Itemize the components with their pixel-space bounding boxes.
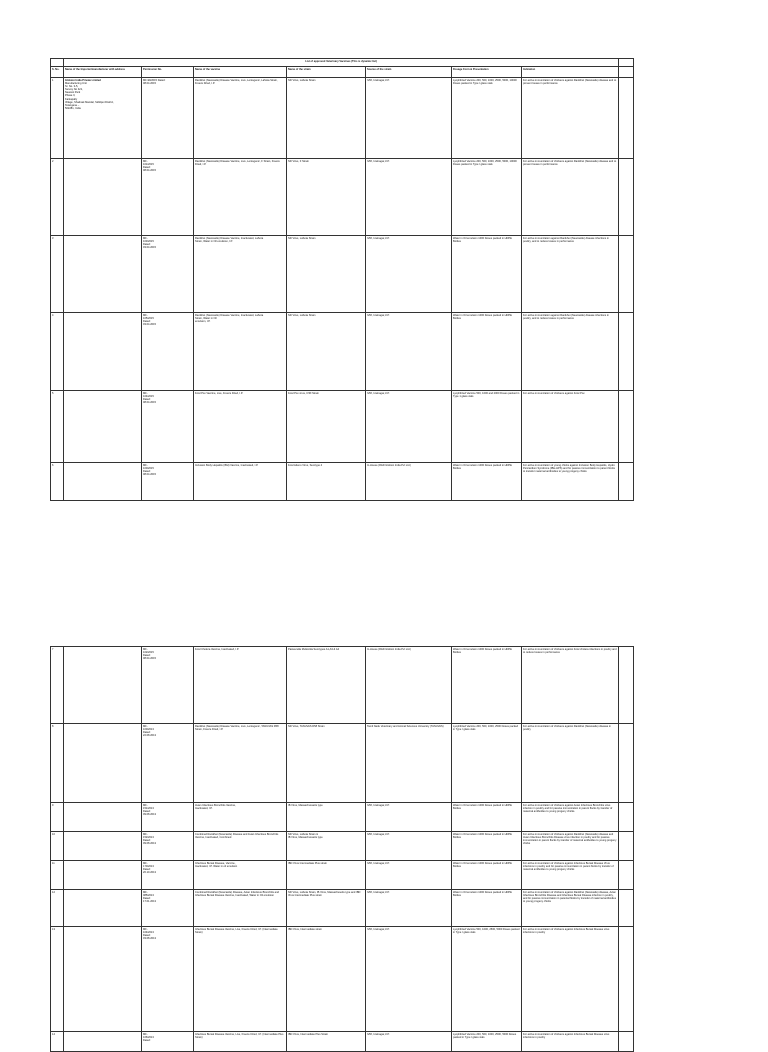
strain-cell: IBD Virus, Intermediate strain xyxy=(287,927,366,1032)
permission-cell: MF- 103/2015 Dated: 03.04.2015 xyxy=(142,236,194,313)
header-blank xyxy=(619,67,634,78)
strain-cell: IBD Virus Intermediate Plus strain xyxy=(287,861,366,890)
header-row xyxy=(51,67,634,78)
dosage-cell: Water in Oil emulsion 1000 Doses packed in HDPE Bottles xyxy=(452,236,522,313)
header-vaccine: Name of the vaccine xyxy=(194,67,287,78)
vaccine-cell: Combined Ranikhet (Newcastle) Disease and Avian Infectious Bronchitis Vaccine, Inactivated, Combined xyxy=(194,832,287,861)
table-row xyxy=(51,647,634,724)
permission-cell: MF- 166/2013 Dated: xyxy=(142,1032,194,1052)
vaccine-cell: Infectious Bursal Disease, Vaccine, Inactivated, I.P. Water in oil emulsion xyxy=(194,861,287,890)
permission-cell: MF- 101/2015 Dated: 08.04.2015 xyxy=(142,159,194,236)
dosage-cell: Water in Oil emulsion 1000 Doses packed in HDPE Bottles xyxy=(452,890,522,927)
vaccine-cell: Infectious Bursal Disease Vaccine, Live, Freeze Dried, I.P. (Intermediate Strain) xyxy=(194,927,287,1032)
blank-cell xyxy=(619,832,634,861)
header-dosage: Dosage Form & Presentation xyxy=(452,67,522,78)
source-cell: IVRI, Izatnagar,U.P. xyxy=(366,313,452,391)
vaccine-cell: Avian Infectious Bronchitis Vaccine, Inactivated, I.P. xyxy=(194,803,287,832)
sno-cell: 5 xyxy=(51,391,64,463)
table-row xyxy=(51,1032,634,1052)
sno-cell: 6 xyxy=(51,463,64,501)
table-row xyxy=(51,463,634,501)
indication-cell: For active immunization against Ranikhet (Newcastle) disease infections in poultry, and to reduce losses in performance xyxy=(522,313,619,391)
blank-cell xyxy=(619,313,634,391)
strain-cell: ND Virus, LaSota Strain, IB Virus, Massachusetts type and IBD Virus Intermediate Plus strain xyxy=(287,890,366,927)
vaccine-cell: Infectious Bursal Disease Vaccine, Live, Freeze Dried, I.P. (Intermediate Plus Strain) xyxy=(194,1032,287,1052)
blank-cell xyxy=(619,724,634,803)
manufacturer-cell xyxy=(64,391,142,463)
dosage-cell: Water in Oil emulsion 1000 Doses packed in HDPE Bottles xyxy=(452,861,522,890)
indication-cell: For active immunization of chickens against Infectious Bursal Disease virus infections in poultry xyxy=(522,1032,619,1052)
table-row xyxy=(51,890,634,927)
header-permission: Permission No. xyxy=(142,67,194,78)
strain-cell: ND Virus, TANUVAS D58 Strain xyxy=(287,724,366,803)
strain-cell: Fowl Adeno Virus, Serotype 4 xyxy=(287,463,366,501)
permission-cell: MF- 170/2013 Dated: 20.10.2013 xyxy=(142,861,194,890)
strain-cell: ND Virus, LaSota Strain xyxy=(287,78,366,159)
vaccine-table-page-2 xyxy=(50,646,634,1052)
dosage-cell: Lyophilized Vaccine 200, 500, 1000, 2500, 5000, 10000 Doses packed in Type I glass vials xyxy=(452,78,522,159)
sno-cell: 11 xyxy=(51,861,64,890)
strain-cell: ND Virus, LaSota Strain xyxy=(287,313,366,391)
indication-cell: For active immunization of chickens against Fowl cholera infections in poultry and to reduce losses in performance xyxy=(522,647,619,724)
sno-cell: 1 xyxy=(51,78,64,159)
blank-cell xyxy=(619,927,634,1032)
strain-cell: ND Virus, LaSota Strain xyxy=(287,236,366,313)
source-cell: IVRI, Izatnagar,U.P. xyxy=(366,861,452,890)
table-row xyxy=(51,803,634,832)
source-cell: In-House (R&D Globion India Pvt Ltd.) xyxy=(366,647,452,724)
indication-cell: For active immunization of chickens against Avian Infectious Bronchitis virus infection in poultry and for passive immunization in parent flocks by transfer of maternal antibodies to young progeny chicks. xyxy=(522,803,619,832)
strain-cell: ND Virus, F Strain xyxy=(287,159,366,236)
sno-cell: 2 xyxy=(51,159,64,236)
dosage-cell: Water in Oil emulsion 1000 Doses packed in HDPE Bottles xyxy=(452,832,522,861)
source-cell: IVRI, Izatnagar,U.P. xyxy=(366,832,452,861)
table-row xyxy=(51,313,634,391)
blank-cell xyxy=(619,78,634,159)
table-row xyxy=(51,78,634,159)
indication-cell: For active immunization of chickens against Infectious Bursal Disease Virus infections in poultry and for passive immunization in parent flocks by transfer of maternal antibodies to young progeny chicks xyxy=(522,861,619,890)
permission-cell: MF- 100/2015 Dated: 08.04.2015 xyxy=(142,463,194,501)
strain-cell: Pasteurella Multocida Serotypes A1,A3 & A4 xyxy=(287,647,366,724)
permission-cell: MF- 104/2015 Dated: 08.04.2015 xyxy=(142,391,194,463)
sno-cell: 4 xyxy=(51,313,64,391)
vaccine-cell: Inclusion Body Hepatitis (IBH) Vaccine, Inactivated, I.P. xyxy=(194,463,287,501)
table-row xyxy=(51,832,634,861)
indication-cell: For active immunization of chickens against Infectious Bursal Disease virus infections in poultry xyxy=(522,927,619,1032)
dosage-cell: Water in Oil emulsion 1000 Doses packed in HDPE Bottles xyxy=(452,463,522,501)
manufacturer-cell xyxy=(64,890,142,927)
dosage-cell: Lyophilized Vaccine 500, 1000 and 2000 Doses packed in Type 1 glass vials xyxy=(452,391,522,463)
permission-cell: MF- 100/2013 Dated: 22.08.2013 xyxy=(142,724,194,803)
sno-cell: 7 xyxy=(51,647,64,724)
indication-cell: For active immunization of chickens against Ranikhet (Newcastle) disease and to prevent losses in performance xyxy=(522,78,619,159)
header-source: Source of the strain xyxy=(366,67,452,78)
manufacturer-cell xyxy=(64,78,142,159)
indication-cell: For active immunization of chickens against Ranikhet (Newcastle) disease in poultry xyxy=(522,724,619,803)
sno-cell: 10 xyxy=(51,832,64,861)
blank-cell xyxy=(619,890,634,927)
manufacturer-cell xyxy=(64,927,142,1032)
indication-cell: For active immunization against Ranikhet (Newcastle) disease infections in poultry, and to reduce losses in performance xyxy=(522,236,619,313)
strain-cell: IBD Virus, Intermediate Plus Strain xyxy=(287,1032,366,1052)
blank-cell xyxy=(619,236,634,313)
table-row xyxy=(51,159,634,236)
blank-cell xyxy=(619,159,634,236)
source-cell: IVRI, Izatnagar,U.P. xyxy=(366,890,452,927)
sno-cell: 13 xyxy=(51,927,64,1032)
dosage-cell: Water in Oil emulsion 1000 Doses packed in HDPE Bottles xyxy=(452,313,522,391)
manufacturer-cell xyxy=(64,159,142,236)
source-cell: IVRI, Izatnagar,U.P. xyxy=(366,1032,452,1052)
permission-cell: MF-99/2015 Dated: 08.04.2015 xyxy=(142,78,194,159)
table-row xyxy=(51,724,634,803)
sno-cell: 12 xyxy=(51,890,64,927)
vaccine-cell: Ranikhet (Newcastle) Disease Vaccine, Live, Lentogenic, LaSota Strain, Freeze Dried, I.P. xyxy=(194,78,287,159)
dosage-cell: Water in Oil emulsion 1000 Doses packed in HDPE Bottles xyxy=(452,647,522,724)
source-cell: IVRI, Izatnagar,U.P. xyxy=(366,159,452,236)
header-manufacturer: Name of the Importer/manufacturer with address xyxy=(64,67,142,78)
permission-cell: MF- 102/2015 Dated: 08.04.2015 xyxy=(142,647,194,724)
manufacturer-cell xyxy=(64,236,142,313)
blank-cell xyxy=(619,463,634,501)
table-row xyxy=(51,861,634,890)
manufacturer-cell xyxy=(64,463,142,501)
manufacturer-cell xyxy=(64,1032,142,1052)
manufacturer-name: Globion India Private Limited xyxy=(65,79,101,82)
strain-cell: Fowl Pox virus, IVRI Strain xyxy=(287,391,366,463)
source-cell: IVRI, Izatnagar,U.P. xyxy=(366,78,452,159)
table-row xyxy=(51,927,634,1032)
blank-cell xyxy=(619,391,634,463)
source-cell: IVRI, Izatnagar,U.P. xyxy=(366,927,452,1032)
source-cell: Tamil Nadu Veterinary and Animal Sciences University (TANUVAS) xyxy=(366,724,452,803)
indication-cell: For active immunization of chickens against Fowl Pox xyxy=(522,391,619,463)
source-cell: In-House (R&D Globion India Pvt Ltd.) xyxy=(366,463,452,501)
manufacturer-cell xyxy=(64,313,142,391)
permission-cell: MF- 151/2013 Dated: 09.08.2013 xyxy=(142,803,194,832)
dosage-cell: Lyophilized Vaccine 200, 500, 1000, 2500 Doses packed in Type I glass vials xyxy=(452,724,522,803)
indication-cell: For active immunization of chickens against Ranikhet (Newcastle) disease and to prevent losses in performance xyxy=(522,159,619,236)
vaccine-cell: Combined Ranikhet (Newcastle) Disease, Avian Infectious Bronchitis and Infectious Bursal Disease Vaccine, Inactivated, Water in Oil emulsion xyxy=(194,890,287,927)
vaccine-cell: Ranikhet (Newcastle) Disease Vaccine, Live, Lentogenic, TANUVAS D58 Strain, Freeze Dried, I.P. xyxy=(194,724,287,803)
dosage-cell: Water in Oil emulsion 1000 Doses packed in HDPE Bottles xyxy=(452,803,522,832)
source-cell: IVRI, Izatnagar,U.P. xyxy=(366,391,452,463)
source-cell: IVRI, Izatnagar,U.P. xyxy=(366,236,452,313)
manufacturer-cell xyxy=(64,861,142,890)
indication-cell: For active immunization of chickens against Ranikhet (Newcastle) disease, Avian Infectious Bronchitis Disease and Infectious Bursal Disease infection in poultry, and for passive immunization in parental flocks by transfer of maternal antibodies to young progeny chicks xyxy=(522,890,619,927)
sno-cell: 9 xyxy=(51,803,64,832)
strain-cell: ND Virus, LaSota Strain & IB Virus, Massachussetts type xyxy=(287,832,366,861)
list-title: List of approved Veterinary Vaccines (This is dynamic list) xyxy=(64,59,619,67)
manufacturer-cell xyxy=(64,647,142,724)
source-cell: IVRI, Izatnagar,U.P. xyxy=(366,803,452,832)
sno-cell: 8 xyxy=(51,724,64,803)
manufacturer-cell xyxy=(64,803,142,832)
vaccine-table-page-1 xyxy=(50,58,634,501)
indication-cell: For active immunization of young chicks against Inclusion Body Hepatitis, Hydro Pericardium Syndrome (IBH-HPS) and for passive immunization to parent flocks to transfer maternal antibodies to young progeny chicks xyxy=(522,463,619,501)
strain-cell: IB Virus, Massachussetts type xyxy=(287,803,366,832)
header-sno: S. No. xyxy=(51,67,64,78)
vaccine-cell: Fowl Cholera Vaccine, Inactivated, I.P. xyxy=(194,647,287,724)
header-indication: Indication xyxy=(522,67,619,78)
permission-cell: MF- 105/2015 Dated: 03.04.2015 xyxy=(142,313,194,391)
header-strain: Name of the strain xyxy=(287,67,366,78)
dosage-cell: Lyophilized Vaccine 500, 1000, 2500, 5000 Doses packed in Type I glass vials xyxy=(452,927,522,1032)
vaccine-cell: Fowl Pox Vaccine, Live, Freeze Dried, I.P. xyxy=(194,391,287,463)
permission-cell: MF- 085/2013 Dated: 17.01.2013 xyxy=(142,890,194,927)
dosage-cell: Lyophilized Vaccine 200, 500, 1000, 2500, 5000 Doses packed in Type I glass vials xyxy=(452,1032,522,1052)
manufacturer-address: Manufacturing Unit Sr. No. 3-5, Survey No 421, Nearest Park Phase II, Karkapally Village, Shadnak Mandal, Siddipet District, Telangana – 502281, India xyxy=(65,82,114,110)
blank-cell xyxy=(619,647,634,724)
sno-cell: 3 xyxy=(51,236,64,313)
permission-cell: MF- 104/2013 Dated: 03.08.2013 xyxy=(142,927,194,1032)
permission-cell: MF- 152/2013 Dated: 09.08.2013 xyxy=(142,832,194,861)
table-row xyxy=(51,391,634,463)
vaccine-cell: Ranikhet (Newcastle) Disease Vaccine, Inactivated, LaSota Strain, Water in Oil emulsion, I.P. xyxy=(194,313,287,391)
vaccine-cell: Ranikhet (Newcastle) Disease Vaccine, Live, Lentogenic, F Strain, Freeze Dried, I.P. xyxy=(194,159,287,236)
manufacturer-cell xyxy=(64,724,142,803)
indication-cell: For active immunization of chickens against Ranikhet (Newcastle) disease and Avian Infectious Bronchitis Disease virus infection in poultry and for passive immunization in parent flocks by transfer of maternal antibodies to young progeny chicks xyxy=(522,832,619,861)
blank-cell xyxy=(619,861,634,890)
table-row xyxy=(51,236,634,313)
blank-cell xyxy=(619,1032,634,1052)
dosage-cell: Lyophilized Vaccine 200, 500, 1000, 2500, 5000, 10000 Doses packed in Type I glass vials xyxy=(452,159,522,236)
vaccine-cell: Ranikhet (Newcastle) Disease Vaccine, Inactivated, LaSota Strain, Water in Oil emulsion, I.P. xyxy=(194,236,287,313)
blank-cell xyxy=(619,803,634,832)
manufacturer-cell xyxy=(64,832,142,861)
sno-cell: 14 xyxy=(51,1032,64,1052)
